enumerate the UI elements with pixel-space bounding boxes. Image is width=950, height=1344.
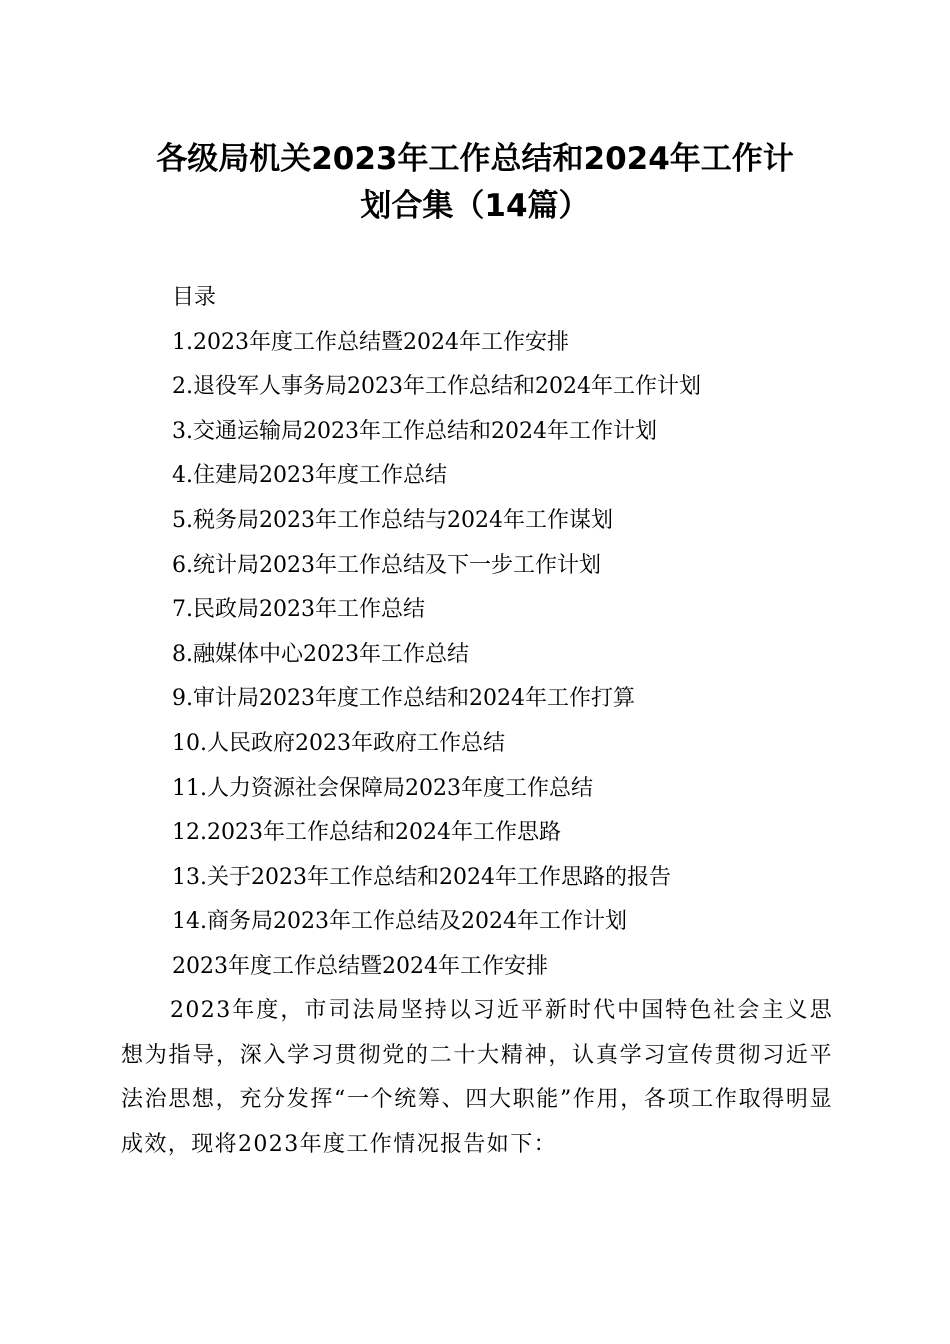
toc-item-1: 1.2023年度工作总结暨2024年工作安排 xyxy=(172,329,569,355)
toc-item-12: 12.2023年工作总结和2024年工作思路 xyxy=(172,820,561,846)
table-of-contents xyxy=(172,276,872,990)
toc-item-5: 5.税务局2023年工作总结与2024年工作谋划 xyxy=(172,507,613,533)
toc-item-13: 13.关于2023年工作总结和2024年工作思路的报告 xyxy=(172,864,671,890)
toc-item-4: 4.住建局2023年度工作总结 xyxy=(172,463,447,489)
toc-item-9: 9.审计局2023年度工作总结和2024年工作打算 xyxy=(172,686,635,712)
toc-heading: 目录 xyxy=(172,285,217,310)
toc-item-2: 2.退役军人事务局2023年工作总结和2024年工作计划 xyxy=(172,374,701,400)
body-paragraph: 2023年度，市司法局坚持以习近平新时代中国特色社会主义思想为指导，深入学习贯彻党的二十大精神，认真学习宣传贯彻习近平法治思想，充分发挥“一个统筹、四大职能”作用，各项工作取得明显成效，现将2023年度工作情况报告如下： xyxy=(121,998,833,1157)
toc-item-11: 11.人力资源社会保障局2023年度工作总结 xyxy=(172,775,593,801)
section-heading: 2023年度工作总结暨2024年工作安排 xyxy=(172,953,548,979)
toc-item-7: 7.民政局2023年工作总结 xyxy=(172,597,425,623)
toc-item-8: 8.融媒体中心2023年工作总结 xyxy=(172,641,469,667)
document-title-line-2: 划合集（14篇） xyxy=(360,188,590,224)
toc-item-6: 6.统计局2023年工作总结及下一步工作计划 xyxy=(172,552,601,578)
document-title-line-1: 各级局机关2023年工作总结和2024年工作计 xyxy=(156,141,794,177)
toc-item-10: 10.人民政府2023年政府工作总结 xyxy=(172,730,505,756)
toc-item-3: 3.交通运输局2023年工作总结和2024年工作计划 xyxy=(172,418,657,444)
toc-item-14: 14.商务局2023年工作总结及2024年工作计划 xyxy=(172,909,627,935)
